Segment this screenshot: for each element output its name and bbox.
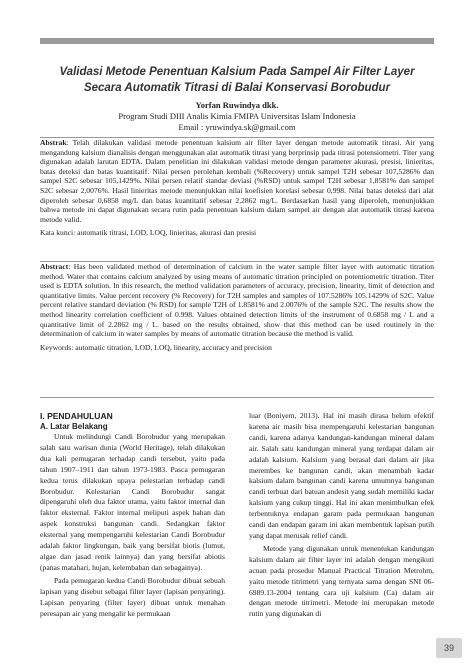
keywords: Keywords: automatic titration, LOD, LOQ, linearity, accuracy and precision (40, 342, 272, 352)
right-column (249, 411, 434, 622)
paragraph: Metode yang digunakan untuk menentukan kandungan kalsium dalam air filter layer ini adalah dengan mengikuti acuan pada prosedur Manual Practical Titration Metrohm, yaitu metode titrimetri yang ternyata sama dengan SNI 06-6989.13-2004 tentang cara uji kalsium (Ca) dalam air dengan metode titrimetri. Metode ini merupakan metode rutin yang digunakan di (249, 543, 434, 619)
abstract-block (40, 262, 434, 374)
paragraph: Untuk melindungi Candi Borobudur yang merupakan salah satu warisan dunia (World Heritage), telah dilakukan dua kali pemugaran terhadap candi tersebut, yaitu pada tahun 1907–1911 dan tahun 1973-1983. Pasca pemugaran kedua terus dilakukan upaya pelestarian terhadap candi Borobudur. Kelestarian Candi Borobudur sangat dipengaruhi oleh dua faktor utama, yaitu faktor internal dan faktor eksternal. Faktor internal meliputi aspek bahan dan aspek konstruksi bangunan candi. Sedangkan faktor eksternal yang mempengaruhi kelestarian Candi Borobudur adalah faktor lingkungan, baik yang bersifat biotis (lumut, algae dan jasad renik lainnya) dan yang bersifat abiotis (panas matahari, hujan, kelembaban dan sebagainya). (40, 432, 225, 572)
abstrak-block (40, 138, 434, 260)
header-rule (40, 38, 434, 44)
author-block (40, 100, 434, 133)
paper-title: Validasi Metode Penentuan Kalsium Pada Sampel Air Filter Layer Secara Automatik Titrasi di Balai Konservasi Borobudur (59, 66, 415, 94)
author-name: Yorfan Ruwindya dkk. (195, 100, 279, 110)
page-number: 39 (436, 638, 462, 658)
abstrak-label: Abstrak (40, 138, 67, 147)
divider (40, 397, 434, 398)
paragraph: luar (Boniyem, 2013). Hal ini masih dirasa belum efektif karena air masih bisa mempengaruhi kelestarian bangunan candi, karena adanya kandungan-kandungan mineral dalam air. Salah satu kandungan mineral yang terdapat dalam air adalah kalsium. Kalsium yang berasal dari dalam air jika merembes ke bangunan candi, akan menambah kadar kalsium dalam bangunan candi karena umumnya bangunan candi terbuat dari batuan andesit yang sudah memiliki kadar kalsium yang cukup tinggi. Hal ini akan menimbulkan efek terbentuknya endapan garam pada permukaan bangunan candi dan endapan garam ini akan membentuk lapisan putih yang dapat merusak relief candi. (249, 411, 434, 540)
paragraph: Pada pemugaran kedua Candi Borobudur dibuat sebuah lapisan yang disebut sebagai filter layer (lapisan penyaring). Lapisan penyaring (filter layer) dibuat untuk menahan peresapan air yang mengalir ke permukaan (40, 575, 225, 618)
kata-kunci: Kata kunci: automatik titrasi, LOD, LOQ, linieritas, akurasi dan presisi (40, 228, 257, 238)
left-column (40, 432, 225, 621)
abstract-text: : Has been validated method of determination of calcium in the water sample filter layer with automatic titration method. Water that contains calcium analyzed by using means of automatic titration principled on potentiometric titration. Titer used is EDTA solution. In this research, the method validation parameters of accuracy, precision, linearity, limit of detection and quantitative limits. Value percent recovery (% Recovery) for T2H samples and samples of 107.5286% 105.1429% of S2C. Value percent relative standard deviation (% RSD) for sample T2H of 1.8581% and 2.0076% of the sample S2C. The results show the method linearity correlation coefficient of 0.998. Values obtained detection limits of the instrument of 0.6858 mg / L and a quantitative limit of 2.2862 mg / L. based on the results obtained, show that this method can be used routinely in the determination of calcium in water samples by means of automatic titration because the method is valid. (40, 262, 434, 339)
abstrak-text: : Telah dilakukan validasi metode penentuan kalsium air filter layer dengan metode automatik titrasi. Air yang mengandung kalsium dianalisis dengan menggunakan alat automatik titrasi yang berprinsip pada titrasi potensiometri. Titer yang digunakan adalah larutan EDTA. Dalam penelitian ini dilakukan validasi metode dengan parameter akurasi, presisi, linieritas, batas deteksi dan batas kuantitatif. Nilai persen perolehan kembali (%Recovery) untuk sampel T2H sebesar 107,5286% dan sampel S2C sebesar 105,1429%. Nilai persen relatif standar deviasi (%RSD) untuk sampel T2H sebesar 1,8581% dan sampel S2C sebesar 2,0076%. Hasil linieritas metode menunjukkan nilai koefisien korelasi sebesar 0,998. Nilai batas deteksi dari alat diperoleh sebesar 0,6858 mg/L dan batas kuantitatif sebesar 2,2862 mg/L. Berdasarkan hasil yang diperoleh, menunjukkan bahwa metode ini dapat digunakan secara rutin pada penentuan kalsium dalam sampel air dengan alat automatik titrasi karena metode valid. (40, 138, 434, 224)
abstract-label: Abstract (40, 262, 69, 271)
author-affiliation: Program Studi DIII Analis Kimia FMIPA Universitas Islam Indonesia (118, 111, 356, 121)
section-heading: I. PENDAHULUAN (40, 411, 113, 421)
subsection-heading: A. Latar Belakang (40, 422, 108, 431)
author-email: Email : yruwindya.sk@gmail.com (178, 122, 296, 132)
